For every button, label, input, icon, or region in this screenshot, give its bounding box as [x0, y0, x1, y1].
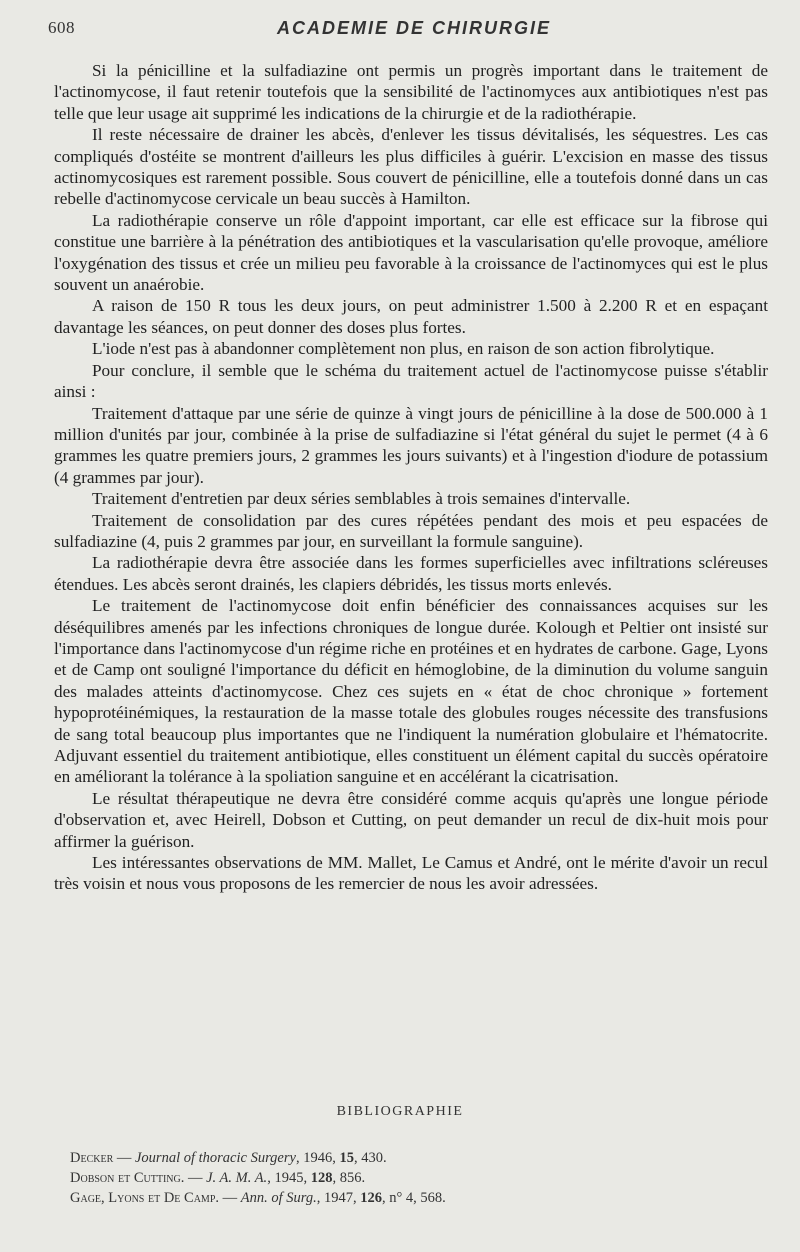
paragraph: Traitement d'entretien par deux séries semblables à trois semaines d'intervalle. — [92, 489, 631, 509]
entry-volume: 15 — [339, 1150, 354, 1166]
running-title: ACADEMIE DE CHIRURGIE — [276, 18, 551, 38]
paragraph: Traitement de consolidation par des cures répétées pendant des mois et peu espacées de sulfadiazine (4, puis 2 grammes par jour, en surveillant la formule sanguine). — [54, 510, 768, 551]
entry-separator: . — — [180, 1170, 207, 1186]
entry-journal: Journal of thoracic Surgery — [135, 1150, 296, 1166]
entry-journal: J. A. M. A. — [206, 1170, 268, 1186]
paragraph: La radiothérapie devra être associée dans les formes superficielles avec infiltrations scléreuses étendues. Les abcès seront drainés, les clapiers débridés, les tissus morts enlevés. — [54, 553, 768, 594]
paragraph: Pour conclure, il semble que le schéma du traitement actuel de l'actinomycose puisse s'établir ainsi : — [54, 360, 768, 402]
entry-pages: , n° 4, 568. — [382, 1190, 446, 1206]
paragraph: Il reste nécessaire de drainer les abcès, d'enlever les tissus dévitalisés, les séquestres. Les cas compliqués d'ostéite se montrent d'ailleurs les plus difficiles à guérir. L'excision en masse des tissus actinomycosiques est rarement possible. Sous couvert de pénicilline, elle a toutefois donné dans un cas rebelle d'actinomycose cervicale un beau succès à Hamilton. — [54, 125, 768, 209]
paragraph: A raison de 150 R tous les deux jours, on peut administrer 1.500 à 2.200 R et en espaçant davantage les séances, on peut donner des doses plus fortes. — [54, 296, 768, 337]
entry-authors: Gage, Lyons et De Camp — [70, 1190, 216, 1206]
bibliography-entry — [70, 1148, 770, 1168]
entry-separator: — — [113, 1150, 135, 1166]
paragraph: Le résultat thérapeutique ne devra être considéré comme acquis qu'après une longue période d'observation et, avec Heirell, Dobson et Cutting, on peut demander un recul de dix-huit mois pour affirmer la guérison. — [54, 788, 768, 851]
bibliography-list — [70, 1148, 770, 1208]
entry-volume: 128 — [310, 1170, 333, 1186]
entry-separator: . — — [215, 1190, 241, 1206]
paragraph: L'iode n'est pas à abandonner complètement non plus, en raison de son action fibrolytique. — [92, 339, 715, 359]
entry-authors: Decker — [70, 1150, 114, 1166]
entry-year: , 1945, — [267, 1170, 311, 1186]
bibliography-entry — [70, 1168, 770, 1188]
entry-journal: Ann. of Surg. — [240, 1190, 317, 1206]
paragraph: Traitement d'attaque par une série de quinze à vingt jours de pénicilline à la dose de 500.000 à 1 million d'unités par jour, combinée à la prise de sulfadiazine si l'état général du sujet le permet (4 à 6 grammes les quatre premiers jours, 2 grammes les jours suivants) et à l'ingestion d'iodure de potassium (4 grammes par jour). — [54, 403, 768, 487]
page-header — [48, 18, 780, 44]
entry-year: , 1947, — [316, 1190, 361, 1206]
paragraph: Les intéressantes observations de MM. Mallet, Le Camus et André, ont le mérite d'avoir un recul très voisin et nous vous proposons de les remercier de nous les avoir adressées. — [54, 853, 768, 894]
entry-year: , 1946, — [295, 1150, 340, 1166]
body-text — [54, 60, 768, 895]
entry-pages: , 430. — [353, 1150, 387, 1166]
bibliography-heading: BIBLIOGRAPHIE — [336, 1104, 464, 1119]
paragraph: La radiothérapie conserve un rôle d'appoint important, car elle est efficace sur la fibrose qui constitue une barrière à la pénétration des antibiotiques et la vascularisation qu'elle provoque, améliore l'oxygénation des tissus et crée un milieu peu favorable à la croissance de l'actinomyces qui est le plus souvent un anaérobie. — [54, 210, 768, 295]
entry-pages: , 856. — [332, 1170, 366, 1186]
paragraph: Le traitement de l'actinomycose doit enfin bénéficier des connaissances acquises sur les déséquilibres amenés par les infections chroniques de longue durée. Kolough et Peltier ont insisté sur l'importance dans l'actinomycose d'un régime riche en protéines et en hydrates de carbone. Gage, Lyons et de Camp ont souligné l'importance du déficit en hémoglobine, de la diminution du volume sanguin des malades atteints d'actinomycose. Chez ces sujets en « état de choc chronique » fortement hypoprotéinémiques, la restauration de la masse totale des globules rouges nécessite des transfusions de sang total beaucoup plus importantes que ne l'indiquent la numération globulaire et l'hématocrite. Adjuvant essentiel du traitement antibiotique, elles constituent un élément capital du succès opératoire en améliorant la tolérance à la spoliation sanguine et en accélérant la cicatrisation. — [54, 596, 768, 787]
paragraph: Si la pénicilline et la sulfadiazine ont permis un progrès important dans le traitement de l'actinomycose, il faut retenir toutefois que la sensibilité de l'actinomyces aux antibiotiques n'est pas telle que leur usage ait supprimé les indications de la chirurgie et de la radiothérapie. — [54, 61, 768, 123]
page-number: 608 — [48, 18, 75, 37]
entry-volume: 126 — [360, 1190, 382, 1206]
bibliography-entry — [70, 1188, 770, 1208]
entry-authors: Dobson et Cutting — [70, 1170, 181, 1186]
